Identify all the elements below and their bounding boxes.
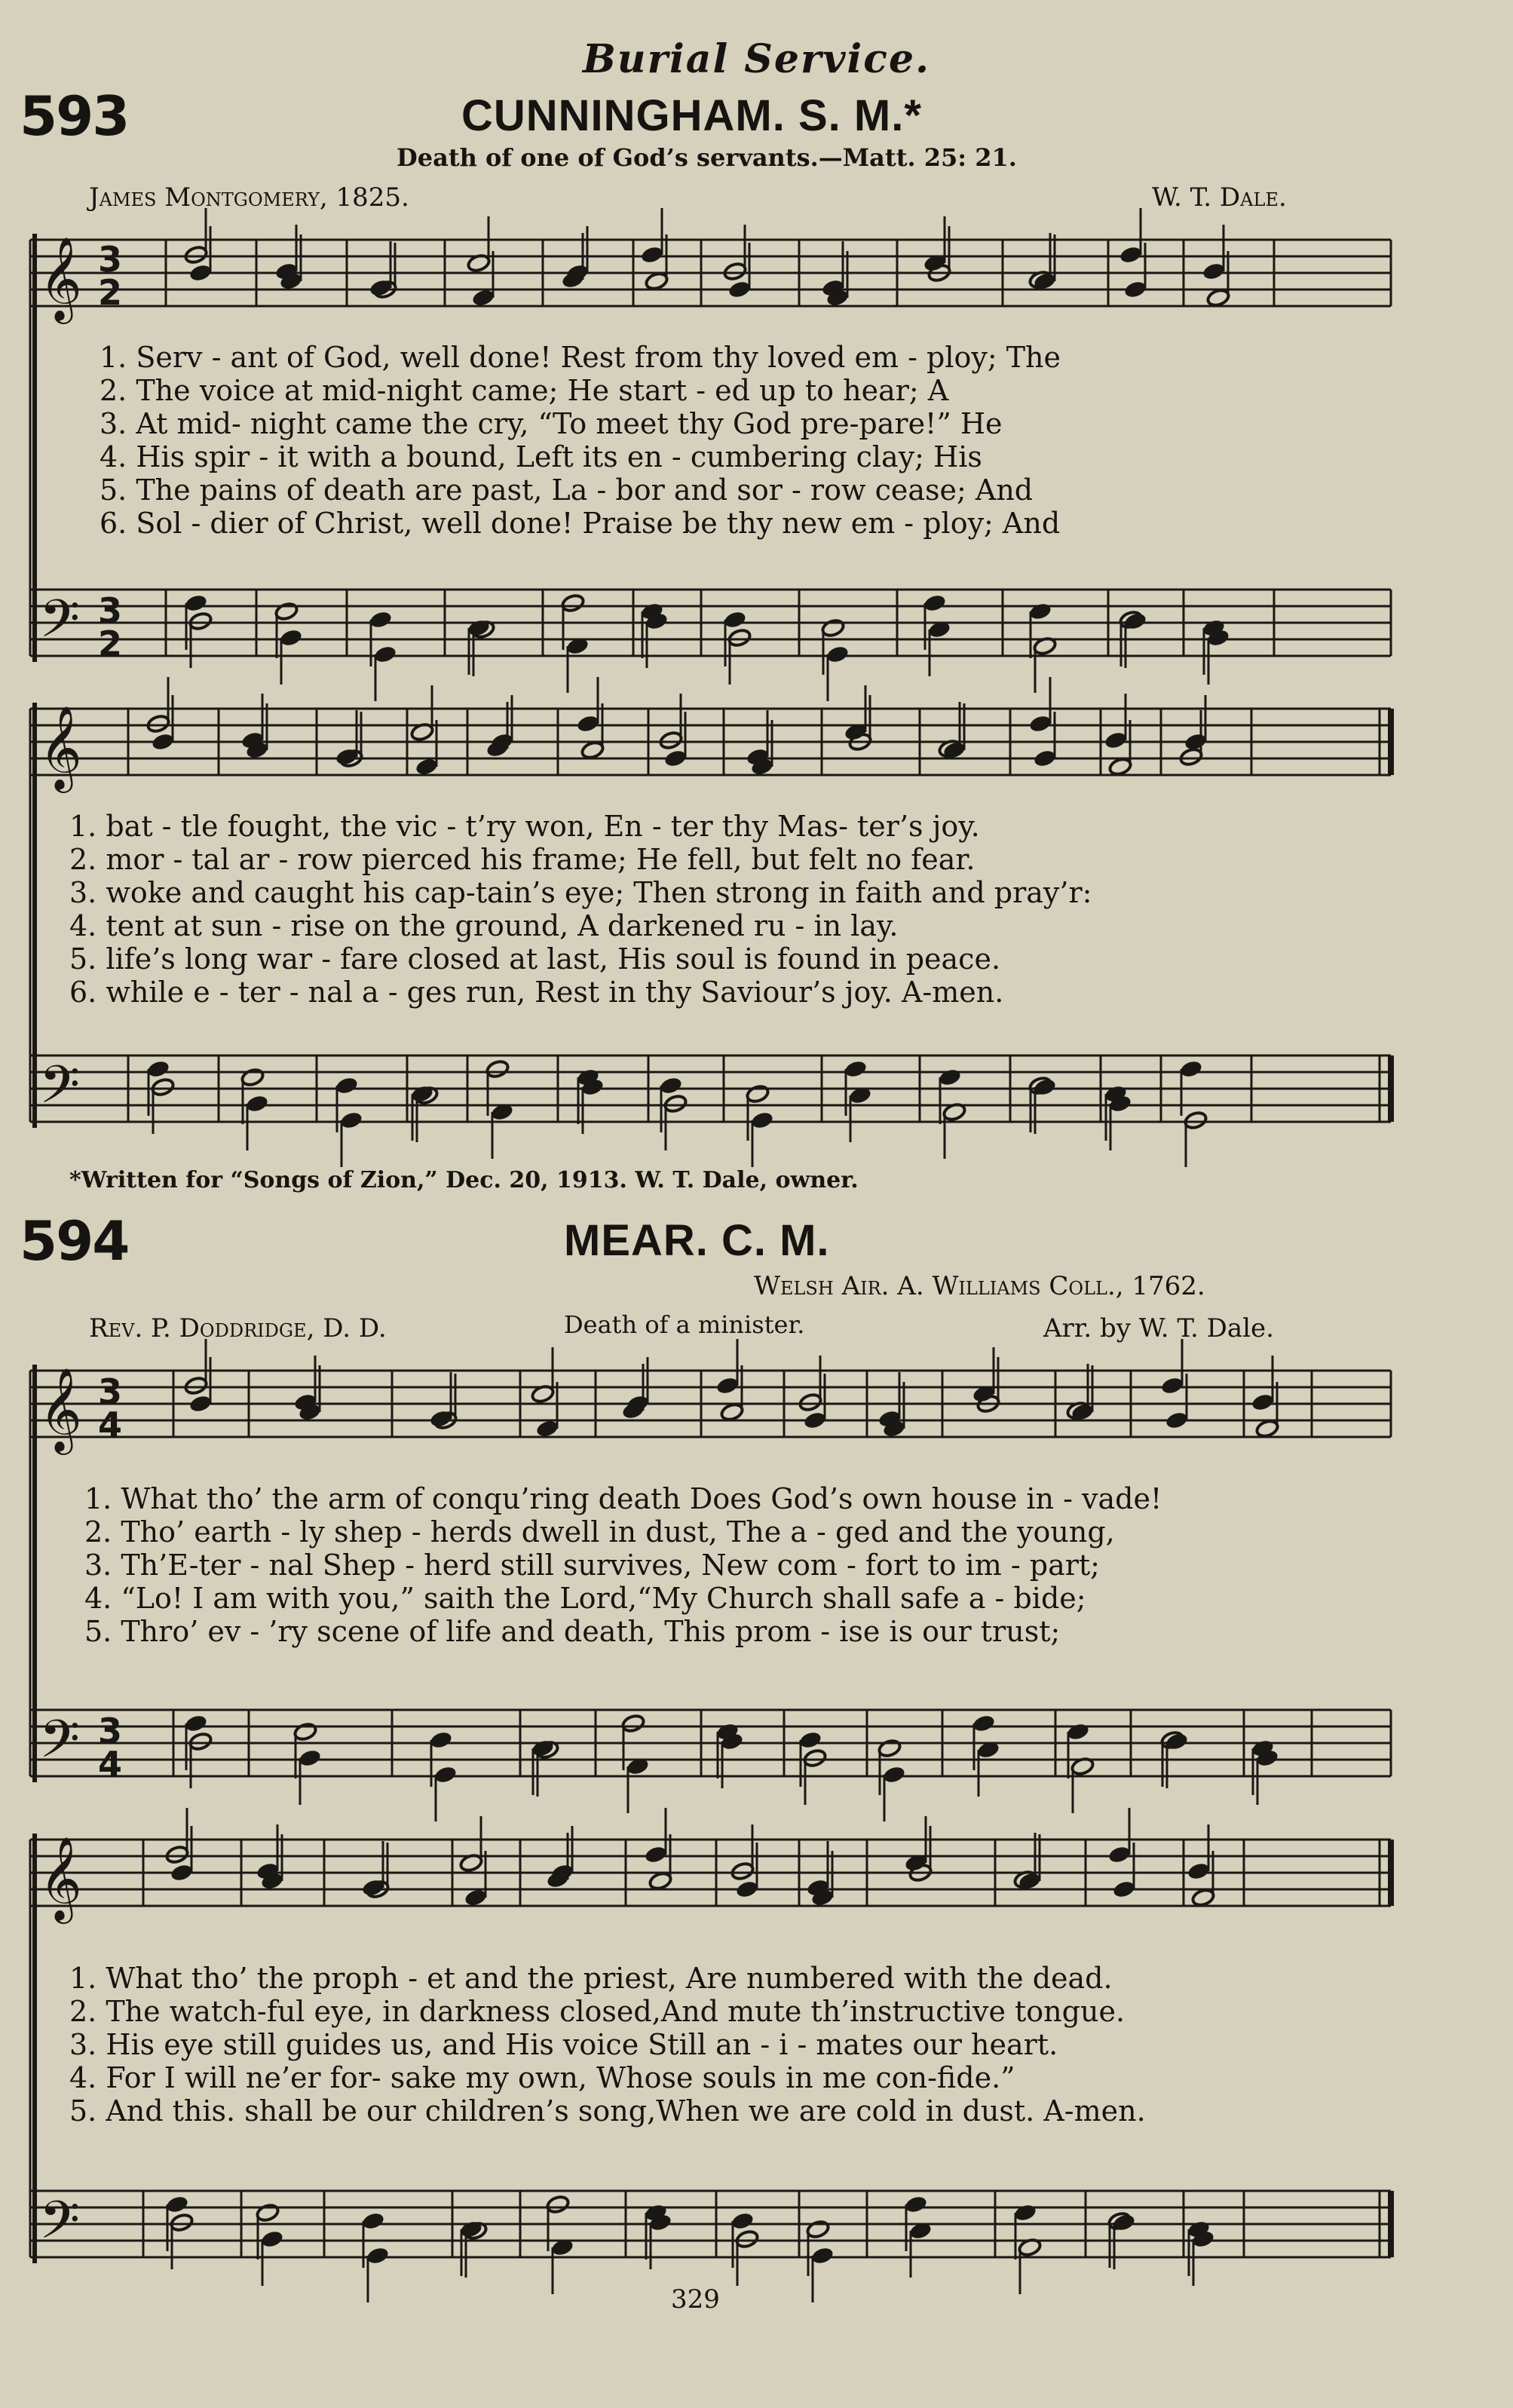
note-head (750, 1111, 774, 1130)
note-head (735, 2229, 759, 2249)
note-head (188, 611, 213, 631)
note-head (339, 1111, 363, 1130)
note-head (1191, 1888, 1215, 1907)
note-head (464, 1888, 488, 1907)
note-head (170, 1863, 194, 1883)
note-head (576, 714, 600, 734)
note-head (274, 602, 299, 621)
author-593: James Montgomery, 1825. (89, 182, 409, 213)
svg-text:3: 3 (98, 239, 123, 280)
note-head (663, 749, 688, 768)
treble-clef-icon: 𝄞 (39, 1367, 82, 1451)
verse-line: 3. Th’E-ter - nal Shep - herd still survives, New com - fort to im - part; (84, 1549, 1100, 1582)
note-head (803, 1411, 827, 1430)
note-head (904, 2195, 928, 2214)
note-head (1202, 262, 1226, 281)
note-head (1104, 731, 1128, 750)
svg-text:2: 2 (98, 623, 123, 664)
composer-593: W. T. Dale. (1152, 182, 1287, 213)
verse-line: 4. tent at sun - rise on the ground, A darkened ru - in lay. (69, 909, 899, 942)
note-head (798, 1392, 822, 1412)
note-head (146, 1059, 170, 1079)
bass-clef-icon: 𝄢 (39, 1708, 81, 1782)
note-head (648, 1871, 672, 1891)
verse-line: 1. What tho’ the arm of conqu’ring death Does God’s own house in - vade! (84, 1482, 1162, 1515)
tune-title-594: MEAR. C. M. (564, 1216, 830, 1265)
bass-clef-icon: 𝄢 (39, 2189, 81, 2263)
note-head (369, 610, 393, 630)
note-head (580, 740, 605, 760)
svg-text:4: 4 (98, 1405, 123, 1445)
note-head (877, 1739, 902, 1758)
note-head (1108, 757, 1132, 777)
note-head (146, 714, 170, 734)
note-head (882, 1765, 906, 1785)
note-head (659, 731, 683, 750)
verse-line: 3. At mid- night came the cry, “To meet thy God pre-pare!” He (100, 407, 1003, 440)
bass-clef-icon: 𝄢 (39, 1054, 81, 1128)
note-head (546, 2195, 570, 2214)
section-title: Burial Service. (582, 36, 931, 82)
verse-line: 3. His eye still guides us, and His voice Still an - i - mates our heart. (69, 2028, 1058, 2061)
note-head (659, 1076, 683, 1095)
note-head (1184, 732, 1208, 752)
source-594: Welsh Air. A. Williams Coll., 1762. (754, 1271, 1205, 1301)
subtitle-594: Death of a minister. (564, 1310, 805, 1339)
note-head (810, 2246, 835, 2266)
subtitle-593: Death of one of God’s servants.—Matt. 25: 21. (397, 143, 1017, 172)
verse-line: 1. What tho’ the proph - et and the priest, Are numbered with the dead. (69, 1962, 1113, 1995)
staff-treble-594-2 (30, 1840, 1391, 1906)
note-head (720, 1402, 744, 1422)
note-head (184, 245, 208, 265)
note-head (1255, 1419, 1279, 1438)
note-head (938, 1068, 962, 1087)
note-head (1033, 749, 1057, 768)
note-head (621, 1714, 645, 1733)
note-head (373, 645, 397, 664)
note-head (723, 610, 747, 630)
treble-clef-icon: 𝄞 (39, 1836, 82, 1920)
note-head (279, 628, 303, 648)
note-head (471, 288, 495, 308)
note-head (825, 645, 850, 664)
note-head (1184, 1111, 1208, 1130)
note-head (1119, 245, 1143, 265)
staff-bass-593-1 (30, 590, 1391, 656)
note-head (715, 1376, 740, 1395)
note-head (245, 1094, 269, 1114)
note-head (151, 732, 175, 752)
note-head (184, 1376, 208, 1395)
svg-text:3: 3 (98, 1371, 123, 1412)
svg-text:3: 3 (98, 1711, 123, 1751)
treble-clef-icon: 𝄞 (39, 236, 82, 320)
staff-bass-594-2 (30, 2191, 1391, 2257)
note-head (151, 1077, 175, 1097)
note-head (844, 1059, 868, 1079)
staff-bass-594-1 (30, 1710, 1391, 1776)
verse-line: 6. Sol - dier of Christ, well done! Praise be thy new em - ploy; And (100, 507, 1061, 540)
svg-text:3: 3 (98, 590, 123, 631)
note-head (1028, 714, 1052, 734)
note-head (645, 271, 669, 291)
tune-title-593: CUNNINGHAM. S. M.* (461, 91, 922, 140)
note-head (188, 1394, 213, 1414)
verse-line: 4. “Lo! I am with you,” saith the Lord,“My Church shall safe a - bide; (84, 1582, 1086, 1615)
note-head (972, 1714, 996, 1733)
verse-line: 4. For I will ne’er for- sake my own, Whose souls in me con-fide.” (69, 2061, 1015, 2094)
note-head (723, 262, 747, 281)
note-head (1179, 747, 1203, 767)
verse-line: 5. life’s long war - fare closed at last, His soul is found in peace. (69, 942, 1001, 976)
note-head (240, 1068, 265, 1087)
verses-594-part1 (84, 1482, 1162, 1648)
verse-line: 2. The watch-ful eye, in darkness closed,And mute th’instructive tongue. (69, 1995, 1126, 2028)
note-head (1066, 1722, 1090, 1742)
note-head (535, 1419, 559, 1438)
note-head (644, 1845, 668, 1864)
treble-clef-icon: 𝄞 (39, 705, 82, 789)
note-head (293, 1722, 317, 1742)
footnote-593: *Written for “Songs of Zion,” Dec. 20, 1913. W. T. Dale, owner. (69, 1167, 859, 1193)
note-head (663, 1094, 688, 1114)
verse-line: 4. His spir - it with a bound, Left its en - cumbering clay; His (100, 440, 982, 473)
note-head (361, 2211, 385, 2231)
verse-line: 1. bat - tle fought, the vic - t’ry won, En - ter thy Mas- ter’s joy. (69, 810, 980, 843)
note-head (188, 263, 213, 283)
note-head (798, 1730, 822, 1750)
bass-clef-icon: 𝄢 (39, 588, 81, 662)
note-head (366, 2246, 390, 2266)
note-head (184, 1714, 208, 1733)
note-head (821, 618, 845, 638)
note-head (803, 1748, 827, 1768)
note-head (746, 1084, 770, 1104)
note-head (640, 245, 664, 265)
arranger-594: Arr. by W. T. Dale. (1043, 1313, 1274, 1343)
note-head (1206, 288, 1230, 308)
note-head (1107, 1845, 1132, 1864)
note-head (256, 2203, 280, 2223)
staff-treble-593-1 (30, 240, 1391, 306)
note-head (730, 1861, 755, 1881)
verses-593-part2 (69, 810, 1092, 1009)
page-number: 329 (671, 2284, 720, 2315)
note-head (561, 593, 585, 613)
note-head (335, 1076, 359, 1095)
note-head (165, 2195, 189, 2214)
note-head (184, 593, 208, 613)
verse-line: 2. The voice at mid-night came; He start - ed up to hear; A (100, 374, 949, 407)
note-head (727, 280, 752, 299)
note-head (735, 1880, 759, 1899)
verses-594-part2 (69, 1962, 1146, 2128)
note-head (415, 757, 439, 777)
note-head (429, 1730, 453, 1750)
verse-line: 5. Thro’ ev - ’ry scene of life and death, This prom - ise is our trust; (84, 1615, 1061, 1648)
svg-text:4: 4 (98, 1744, 123, 1785)
note-head (298, 1748, 322, 1768)
note-head (1179, 1059, 1203, 1079)
verses-593-part1 (100, 341, 1061, 540)
note-head (1123, 280, 1147, 299)
note-head (485, 1059, 510, 1079)
note-head (1187, 1861, 1211, 1881)
note-head (433, 1765, 458, 1785)
verse-line: 2. mor - tal ar - row pierced his frame; He fell, but felt no fear. (69, 843, 975, 876)
note-head (1251, 1392, 1275, 1412)
note-head (260, 2229, 284, 2249)
verse-line: 5. And this. shall be our children’s song,When we are cold in dust. A-men. (69, 2094, 1146, 2128)
note-head (1112, 1880, 1136, 1899)
note-head (1165, 1411, 1189, 1430)
note-head (170, 2213, 194, 2232)
note-head (165, 1845, 189, 1864)
note-head (730, 2211, 755, 2231)
verse-line: 3. woke and caught his cap-tain’s eye; Then strong in faith and pray’r: (69, 876, 1092, 909)
note-head (727, 628, 752, 648)
verse-line: 1. Serv - ant of God, well done! Rest from thy loved em - ploy; The (100, 341, 1061, 374)
hymn-number-594: 594 (20, 1209, 129, 1273)
hymn-number-593: 593 (20, 84, 129, 148)
note-head (1160, 1376, 1184, 1395)
verse-line: 6. while e - ter - nal a - ges run, Rest in thy Saviour’s joy. A-men. (69, 976, 1004, 1009)
note-head (1028, 602, 1052, 621)
verse-line: 2. Tho’ earth - ly shep - herds dwell in dust, The a - ged and the young, (84, 1515, 1115, 1549)
note-head (188, 1732, 213, 1751)
note-head (923, 593, 947, 613)
verse-line: 5. The pains of death are past, La - bor and sor - row cease; And (100, 473, 1034, 507)
note-head (1013, 2203, 1037, 2223)
svg-text:2: 2 (98, 272, 123, 313)
note-head (806, 2220, 830, 2239)
author-594: Rev. P. Doddridge, D. D. (89, 1313, 387, 1343)
